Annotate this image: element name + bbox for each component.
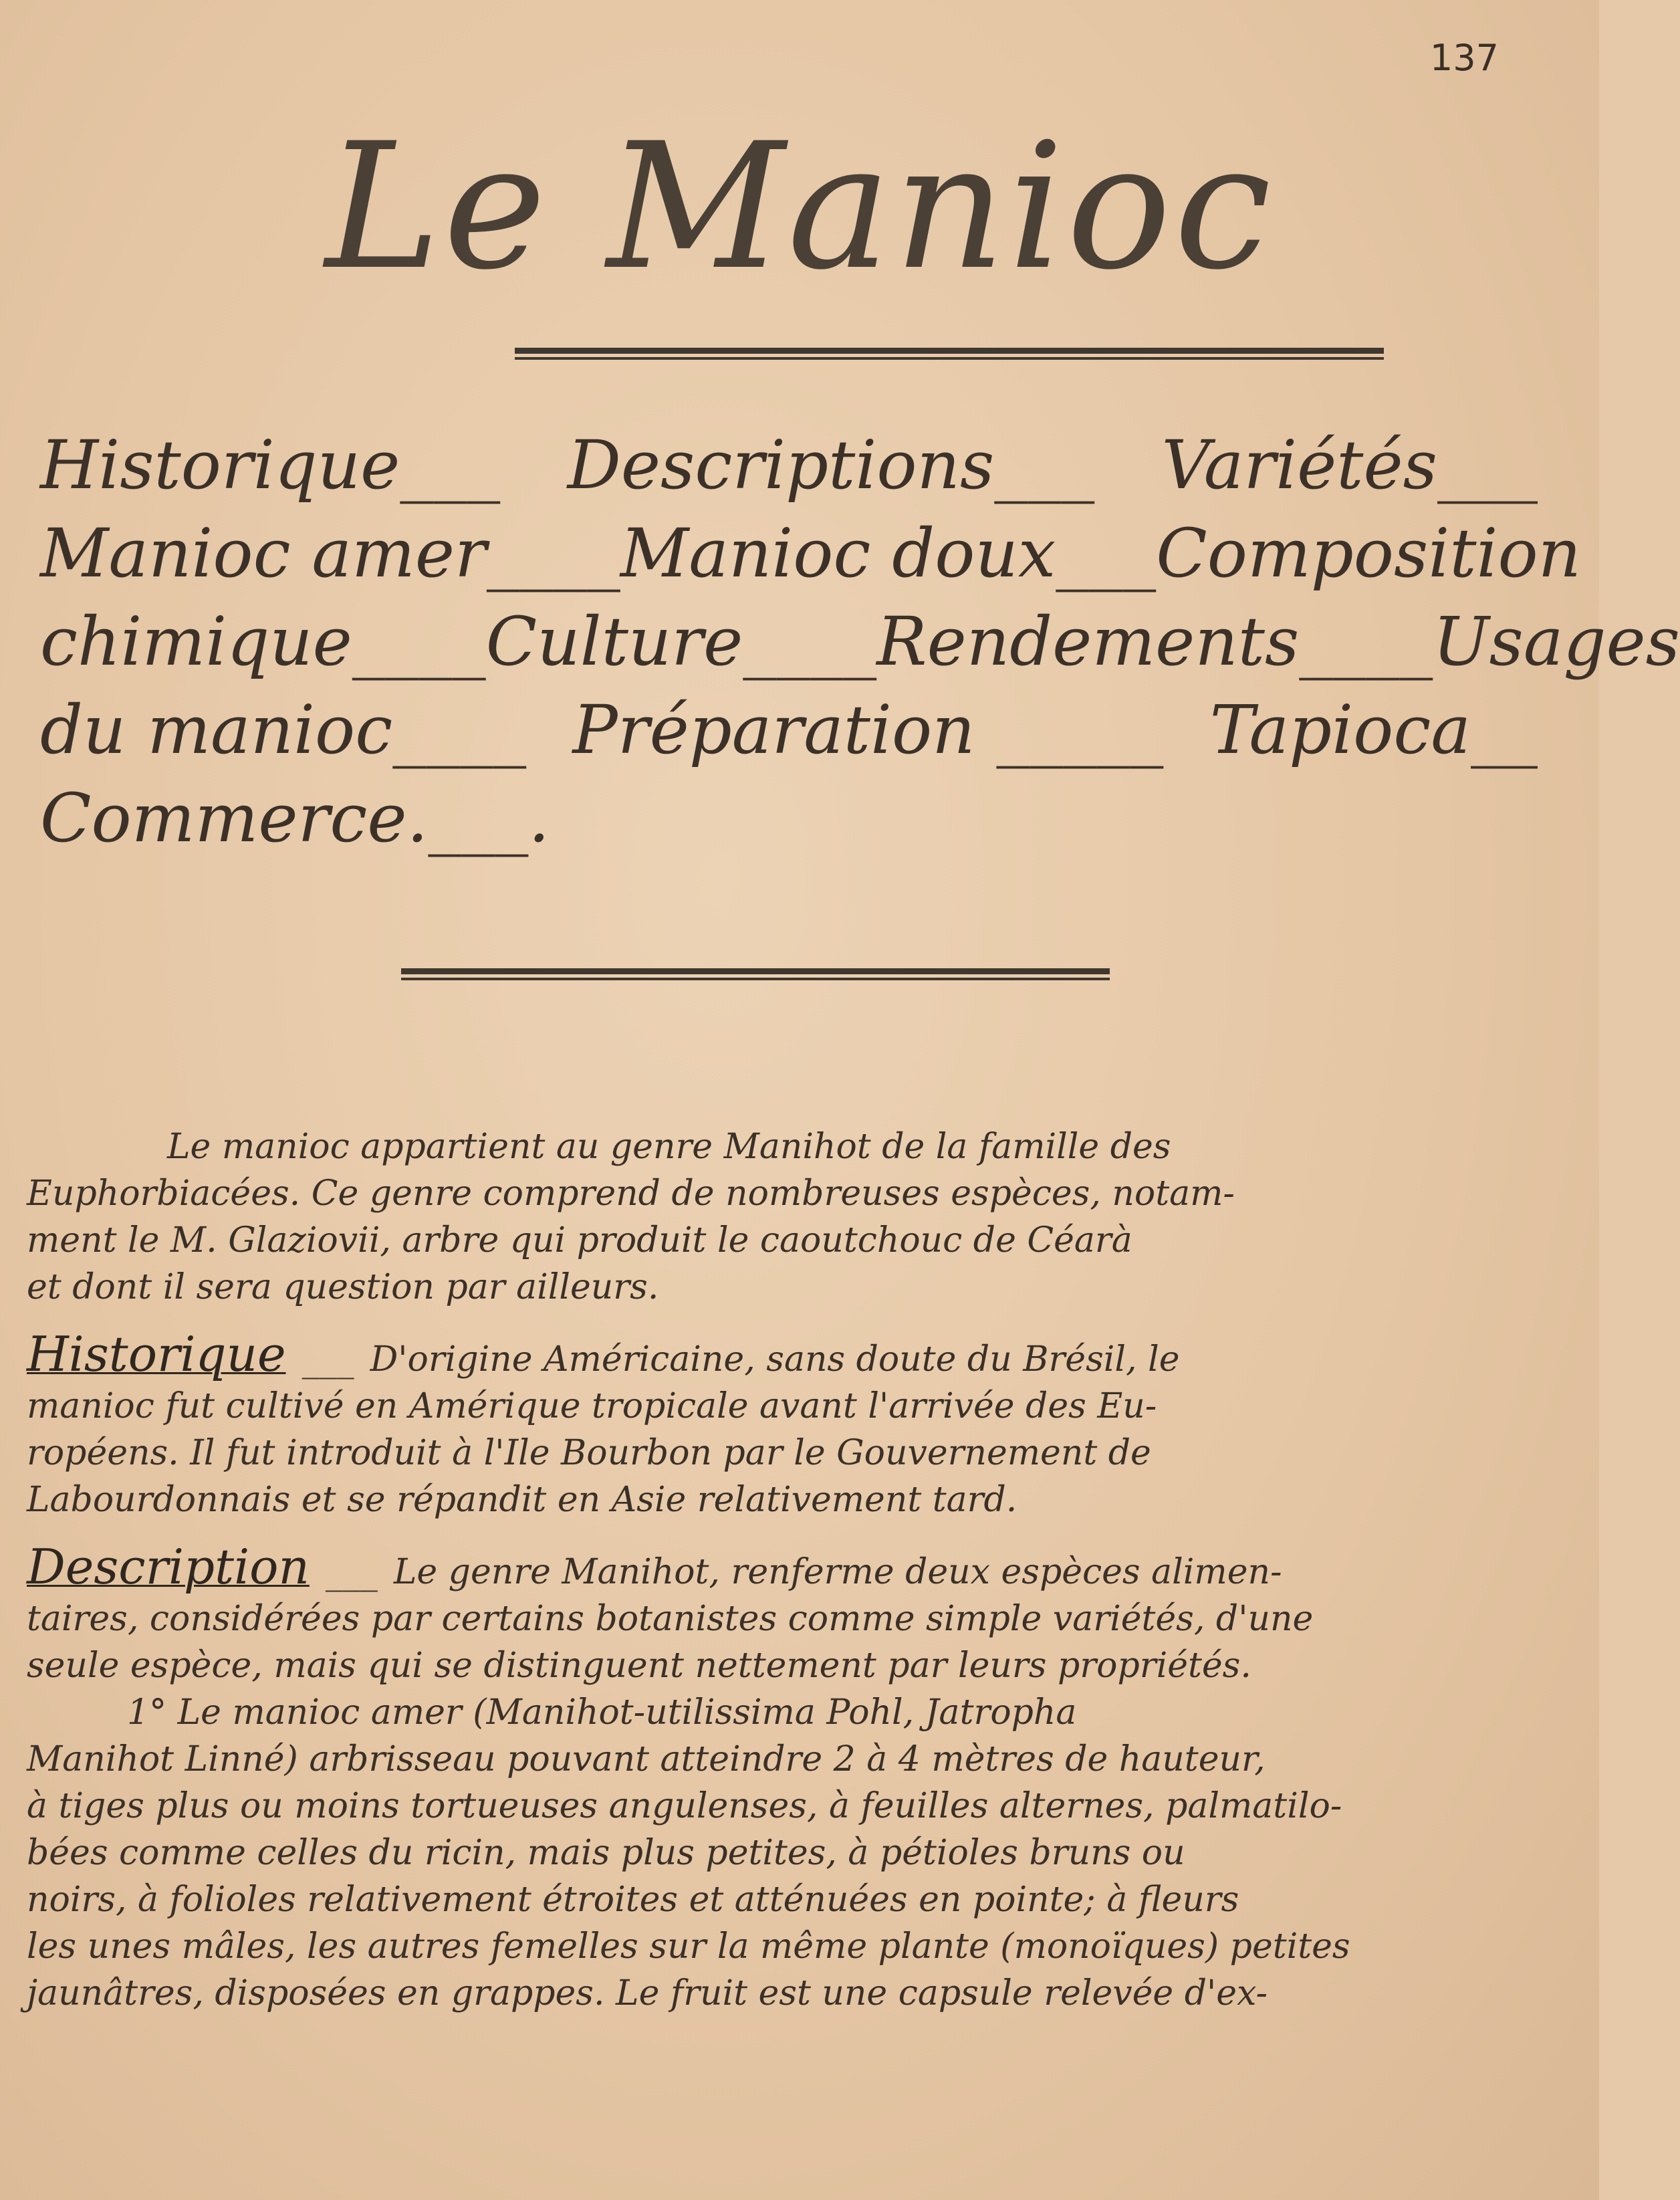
text-line: ropéens. Il fut introduit à l'Ile Bourbon par le Gouvernement de — [27, 1433, 1151, 1473]
contents-entry: Usages — [1433, 602, 1680, 681]
text-line: seule espèce, mais qui se distinguent nettement par leurs propriétés. — [27, 1646, 1251, 1686]
section-divider — [401, 968, 1110, 974]
contents-line — [40, 421, 1538, 510]
text-line: et dont il sera question par ailleurs. — [27, 1267, 659, 1307]
contents-entry: Préparation _____ — [572, 691, 1164, 769]
text-line: les unes mâles, les autres femelles sur la même plante (monoïques) petites — [27, 1927, 1350, 1967]
contents-entry: Tapioca__ — [1209, 691, 1538, 769]
historique-section — [27, 1326, 1564, 1523]
contents-entry: du manioc____ — [40, 691, 527, 769]
text-line — [27, 1326, 1564, 1383]
contents-entry: Composition — [1156, 514, 1582, 592]
intro-paragraph — [27, 1123, 1564, 1311]
section-heading: Historique — [27, 1326, 286, 1382]
contents-entry: Commerce.___. — [40, 779, 550, 857]
body-text — [27, 1123, 1564, 2037]
text-line: noirs, à folioles relativement étroites et atténuées en pointe; à fleurs — [27, 1880, 1239, 1920]
heading-separator: ___ — [302, 1339, 354, 1380]
contents-entry: Variétés___ — [1161, 426, 1538, 504]
contents-entry: Historique___ — [40, 426, 501, 504]
description-section — [27, 1539, 1564, 2017]
text-line: Le manioc appartient au genre Manihot de la famille des — [167, 1127, 1171, 1167]
title-underline — [515, 348, 1384, 354]
contents-entry: Manioc amer____ — [40, 514, 620, 592]
text-line: bées comme celles du ricin, mais plus petites, à pétioles bruns ou — [27, 1833, 1185, 1873]
contents-line — [40, 510, 1582, 598]
heading-separator: ___ — [325, 1552, 378, 1592]
section-divider-thin — [401, 978, 1110, 980]
text-line: à tiges plus ou moins tortueuses angulenses, à feuilles alternes, palmatilo- — [27, 1786, 1342, 1826]
title-underline-thin — [515, 357, 1384, 360]
text-line-content: Le genre Manihot, renferme deux espèces alimen- — [393, 1552, 1282, 1592]
text-line: jaunâtres, disposées en grappes. Le fruit est une capsule relevée d'ex- — [27, 1973, 1268, 2013]
text-line: ment le M. Glaziovii, arbre qui produit le caoutchouc de Céarà — [27, 1220, 1132, 1260]
contents-entry: chimique____ — [40, 602, 486, 681]
text-line: manioc fut cultivé en Amérique tropicale avant l'arrivée des Eu- — [27, 1386, 1157, 1426]
text-line: taires, considérées par certains botanistes comme simple variétés, d'une — [27, 1599, 1314, 1639]
contents-line — [40, 598, 1680, 686]
text-line: 1° Le manioc amer (Manihot-utilissima Pohl, Jatropha — [127, 1692, 1077, 1733]
text-line — [27, 1539, 1564, 1596]
contents-line — [40, 686, 1538, 774]
text-line: Manihot Linné) arbrisseau pouvant atteindre 2 à 4 mètres de hauteur, — [27, 1739, 1266, 1779]
text-line-content: D'origine Américaine, sans doute du Brésil, le — [370, 1339, 1180, 1380]
contents-entry: Culture____ — [485, 602, 877, 681]
page-title: Le Manioc — [325, 106, 1274, 308]
contents-entry: Descriptions___ — [567, 426, 1095, 504]
text-line: Euphorbiacées. Ce genre comprend de nombreuses espèces, notam- — [27, 1174, 1235, 1214]
contents-entry: Rendements____ — [876, 602, 1433, 681]
text-line: Labourdonnais et se répandit en Asie relativement tard. — [27, 1480, 1017, 1520]
contents-line — [40, 774, 1538, 863]
contents-entry: Manioc doux___ — [620, 514, 1157, 592]
page-number: 137 — [1429, 37, 1499, 79]
contents-list — [40, 421, 1680, 863]
section-heading: Description — [27, 1539, 310, 1595]
